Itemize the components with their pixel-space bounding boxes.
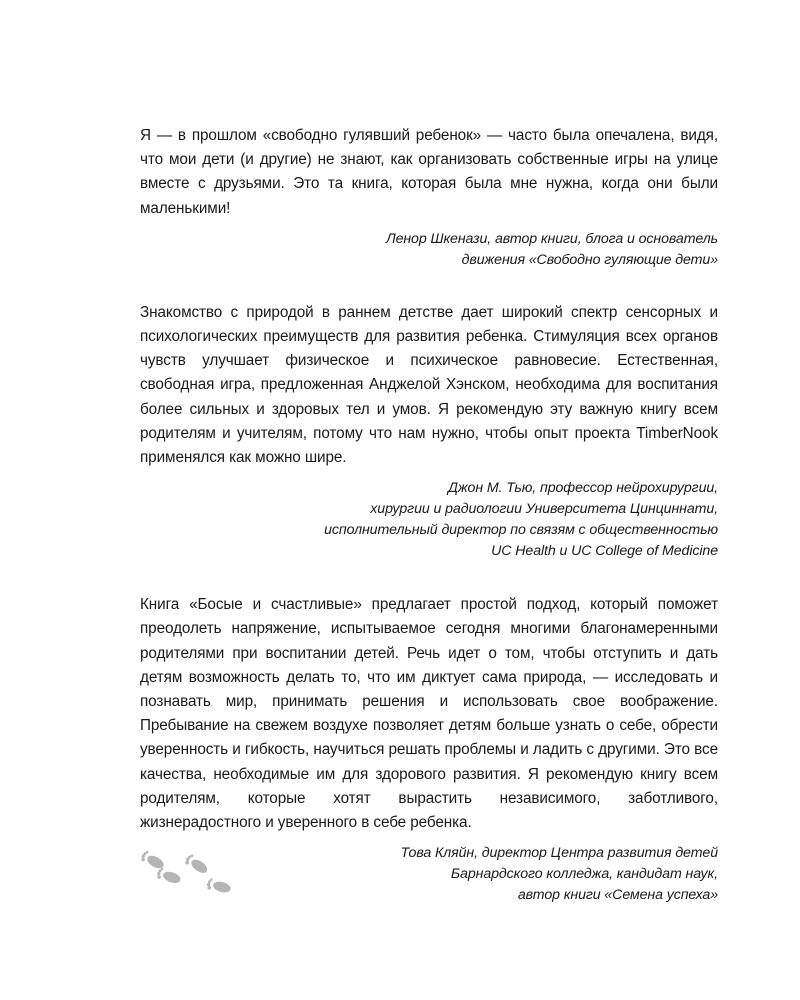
attribution-line: Барнардского колледжа, кандидат наук, <box>450 866 718 883</box>
attribution-line: Джон М. Тью, профессор нейрохирургии, <box>447 480 718 497</box>
testimonial-attribution <box>140 478 718 562</box>
page-content <box>140 124 718 936</box>
testimonial-2 <box>140 301 718 562</box>
footprints-icon <box>138 846 238 902</box>
testimonial-text: Знакомство с природой в раннем детстве дает широкий спектр сенсорных и психологических преимуществ для развития ребенка. Стимуляция всех органов чувств улучшает физическое и психическое равновесие. Естественная, свободная игра, предложенная Анджелой Хэнском, необходима для воспитания более сильных и здоровых тел и умов. Я рекомендую эту важную книгу всем родителям и учителям, потому что нам нужно, чтобы опыт проекта TimberNook применялся как можно шире. <box>140 303 718 467</box>
attribution-line: Това Кляйн, директор Центра развития детей <box>400 845 718 862</box>
attribution-line: движения «Свободно гуляющие дети» <box>461 251 718 268</box>
attribution-line: хирургии и радиологии Университета Цинциннати, <box>370 501 718 518</box>
testimonial-1 <box>140 124 718 271</box>
attribution-line: исполнительный директор по связям с общественностью <box>324 522 718 539</box>
testimonial-text: Я — в прошлом «свободно гулявший ребенок» — часто была опечалена, видя, что мои дети (и другие) не знают, как организовать собственные игры на улице вместе с друзьями. Это та книга, которая была мне нужна, когда они были маленькими! <box>140 127 718 217</box>
attribution-line: Ленор Шкенази, автор книги, блога и основатель <box>385 230 718 247</box>
testimonial-attribution <box>140 229 718 271</box>
attribution-line: автор книги «Семена успеха» <box>517 887 718 904</box>
attribution-line: UC Health и UC College of Medicine <box>491 543 718 560</box>
testimonial-text: Книга «Босые и счастливые» предлагает простой подход, который поможет преодолеть напряжение, испытываемое сегодня многими благонамеренными родителями при воспитании детей. Речь идет о том, чтобы отступить и дать детям возможность делать то, что им диктует сама природа, — исследовать и познавать мир, принимать решения и использовать свое воображение. Пребывание на свежем воздухе позволяет детям больше узнать о себе, обрести уверенность и гибкость, научиться решать проблемы и ладить с другими. Это все качества, необходимые им для здорового развития. Я рекомендую книгу всем родителям, которые хотят вырастить независимого, заботливого, жизнерадостного и уверенного в себе ребенка. <box>140 596 718 832</box>
